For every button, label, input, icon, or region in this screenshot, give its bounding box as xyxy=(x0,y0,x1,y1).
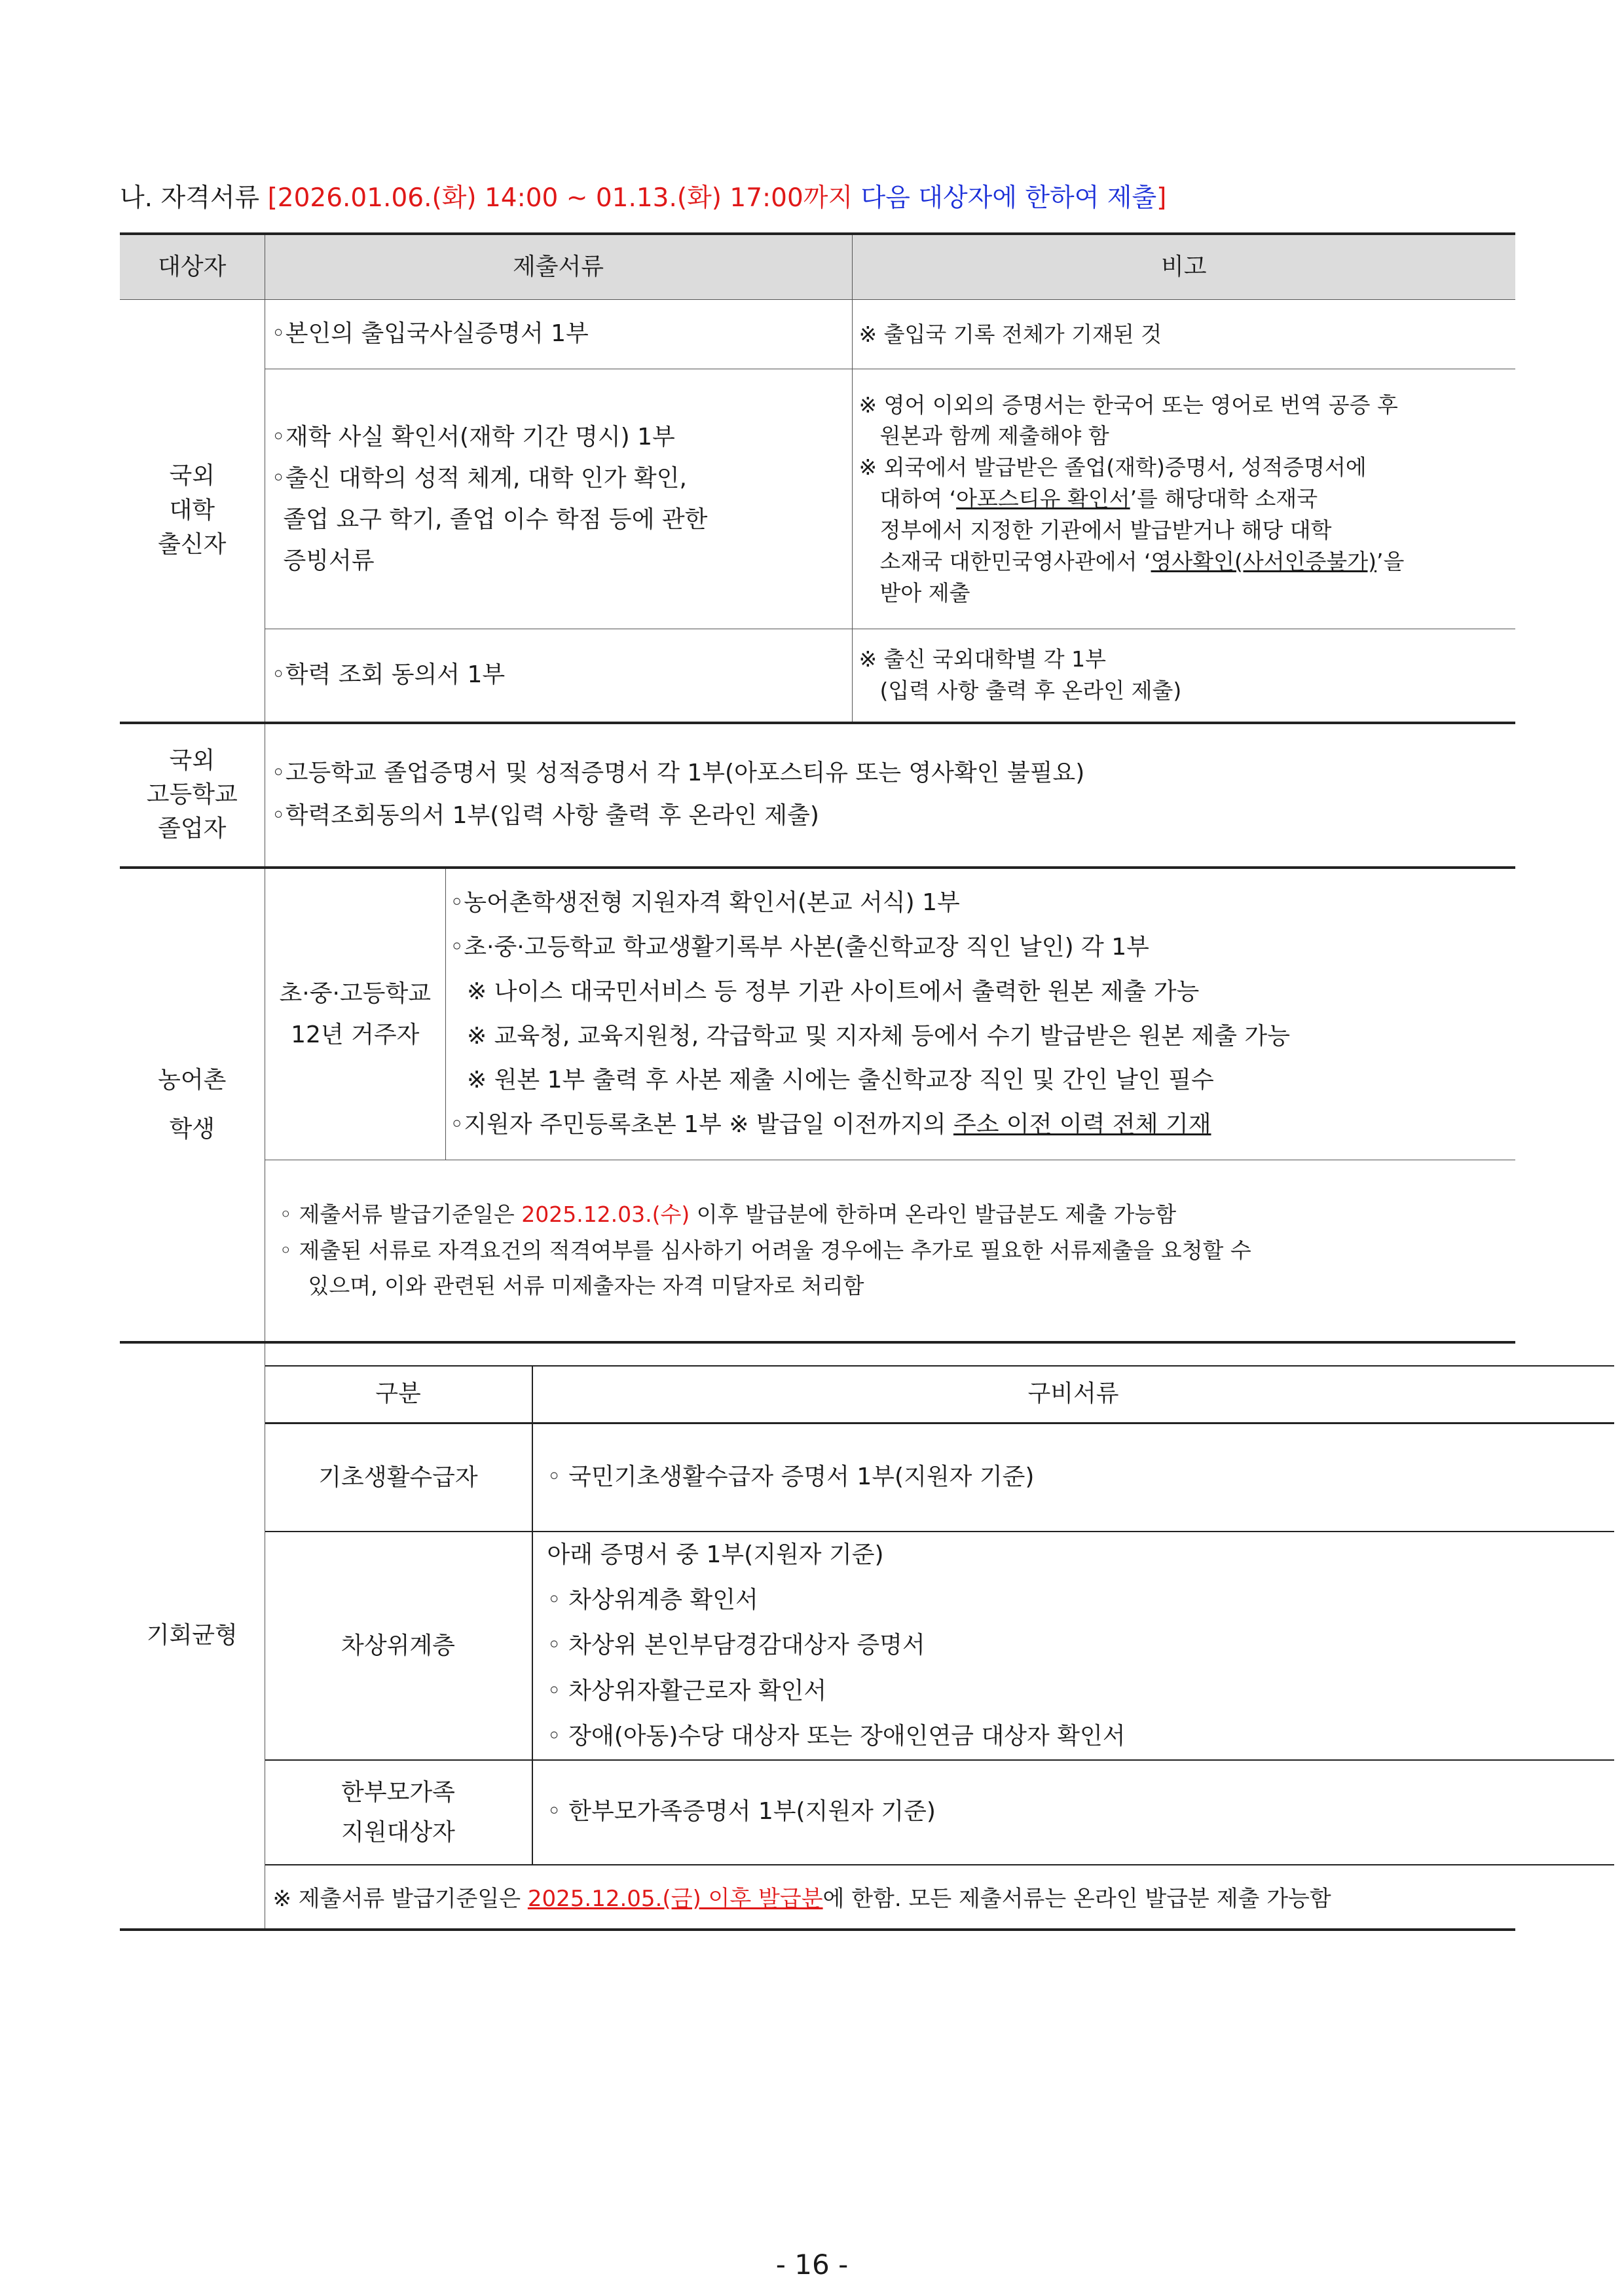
table-row xyxy=(265,1760,1614,1865)
header-documents: 제출서류 xyxy=(265,234,852,300)
docs-near-poverty: 아래 증명서 중 1부(지원자 기준) ◦ 차상위계층 확인서 ◦ 차상위 본인부담경감대상자 증명서 ◦ 차상위자활근로자 확인서 ◦ 장애(아동)수당 대상자 또는 장애인연금 대상자 확인서 xyxy=(532,1532,1614,1760)
table-row xyxy=(120,300,1515,369)
address-history-term: 주소 이전 이력 전체 기재 xyxy=(953,1111,1211,1138)
note-entry-record: ※ 출입국 기록 전체가 기재된 것 xyxy=(852,300,1515,369)
category-foreign-university: 국외 대학 출신자 xyxy=(120,300,265,723)
note-academic-inquiry: ※ 출신 국외대학별 각 1부 (입력 사항 출력 후 온라인 제출) xyxy=(852,629,1515,723)
equal-opportunity-footnote: ※ 제출서류 발급기준일은 2025.12.05.(금) 이후 발급분에 한함. 모든 제출서류는 온라인 발급분 제출 가능함 xyxy=(272,1885,1331,1912)
table-row xyxy=(120,629,1515,723)
category-foreign-high-school: 국외 고등학교 졸업자 xyxy=(120,723,265,868)
heading-close: ] xyxy=(1156,183,1167,213)
docs-foreign-high-school: ◦고등학교 졸업증명서 및 성적증명서 각 1부(아포스티유 또는 영사확인 불필요) ◦학력조회동의서 1부(입력 사항 출력 후 온라인 제출) xyxy=(265,723,1515,868)
docs-academic-inquiry: ◦학력 조회 동의서 1부 xyxy=(265,629,852,723)
apostille-term: 아포스티유 확인서 xyxy=(956,486,1130,512)
sub-header-category: 구분 xyxy=(265,1366,532,1423)
sub-header-row xyxy=(265,1366,1614,1423)
table-row xyxy=(120,369,1515,629)
docs-single-parent: ◦ 한부모가족증명서 1부(지원자 기준) xyxy=(532,1760,1614,1865)
docs-entry-record: ◦본인의 출입국사실증명서 1부 xyxy=(265,300,852,369)
table-row xyxy=(120,868,1515,1160)
table-row xyxy=(265,1532,1614,1760)
section-heading xyxy=(120,182,1166,215)
label-basic-livelihood: 기초생활수급자 xyxy=(265,1423,532,1532)
rural-inner-table xyxy=(265,869,1516,1160)
label-single-parent: 한부모가족 지원대상자 xyxy=(265,1760,532,1865)
rural-docs-list: ◦농어촌학생전형 지원자격 확인서(본교 서식) 1부 ◦초·중·고등학교 학교생활기록부 사본(출신학교장 직인 날인) 각 1부 ※ 나이스 대국민서비스 등 정부 기관 사이트에서 출력한 원본 제출 가능 ※ 교육청, 교육지원청, 각급학교 및 지자체 등에서 수기 발급받은 원본 제출 가능 ※ 원본 1부 출력 후 사본 제출 시에는 출신학교장 직인 및 간인 날인 필수 ◦지원자 주민등록초본 1부 ※ 발급일 이전까지의 주소 이전 이력 전체 기재 xyxy=(446,869,1516,1160)
equal-opportunity-table xyxy=(265,1365,1614,1865)
page-number: - 16 - xyxy=(775,2249,849,2281)
rural-notice: ◦ 제출서류 발급기준일은 2025.12.03.(수) 이후 발급분에 한하며 온라인 발급분도 제출 가능함 ◦ 제출된 서류로 자격요건의 적격여부를 심사하기 어려울 경우에는 추가로 필요한 서류제출을 요청할 수 있으며, 이와 관련된 서류 미제출자는 자격 미달자로 처리함 xyxy=(265,1160,1515,1342)
docs-enrollment: ◦재학 사실 확인서(재학 기간 명시) 1부 ◦출신 대학의 성적 체계, 대학 인가 확인, 졸업 요구 학기, 졸업 이수 학점 등에 관한 증빙서류 xyxy=(265,369,852,629)
equal-issue-date: 2025.12.05.(금) 이후 발급분 xyxy=(527,1885,823,1912)
label-near-poverty: 차상위계층 xyxy=(265,1532,532,1760)
rural-sub-category: 초·중·고등학교 12년 거주자 xyxy=(265,869,446,1160)
note-translation-apostille: ※ 영어 이외의 증명서는 한국어 또는 영어로 번역 공증 후 원본과 함께 제출해야 함 ※ 외국에서 발급받은 졸업(재학)증명서, 성적증명서에 대하여 ‘아포스티유 확인서’를 해당대학 소재국 정부에서 지정한 기관에서 발급받거나 해당 대학 소재국 대한민국영사관에서 ‘영사확인(사서인증불가)’을 받아 제출 xyxy=(852,369,1515,629)
consular-confirmation-term: 영사확인(사서인증불가) xyxy=(1151,548,1377,574)
table-row xyxy=(120,1160,1515,1342)
table-header-row xyxy=(120,234,1515,300)
rural-docs-cell xyxy=(265,868,1515,1160)
heading-prefix: 나. 자격서류 xyxy=(120,183,268,213)
table-row xyxy=(265,1423,1614,1532)
equal-opportunity-cell xyxy=(265,1342,1515,1930)
heading-period: [2026.01.06.(화) 14:00 ~ 01.13.(화) 17:00까지 xyxy=(267,183,861,213)
qualification-documents-table xyxy=(120,232,1515,1931)
header-target: 대상자 xyxy=(120,234,265,300)
heading-scope: 다음 대상자에 한하여 제출 xyxy=(860,183,1157,213)
table-row xyxy=(120,723,1515,868)
rural-issue-date: 2025.12.03.(수) xyxy=(521,1202,690,1228)
docs-basic-livelihood: ◦ 국민기초생활수급자 증명서 1부(지원자 기준) xyxy=(532,1423,1614,1532)
header-remarks: 비고 xyxy=(852,234,1515,300)
category-rural-students: 농어촌 학생 xyxy=(120,868,265,1343)
table-row xyxy=(120,1342,1515,1930)
sub-header-documents: 구비서류 xyxy=(532,1366,1614,1423)
category-equal-opportunity: 기회균형 xyxy=(120,1342,265,1930)
